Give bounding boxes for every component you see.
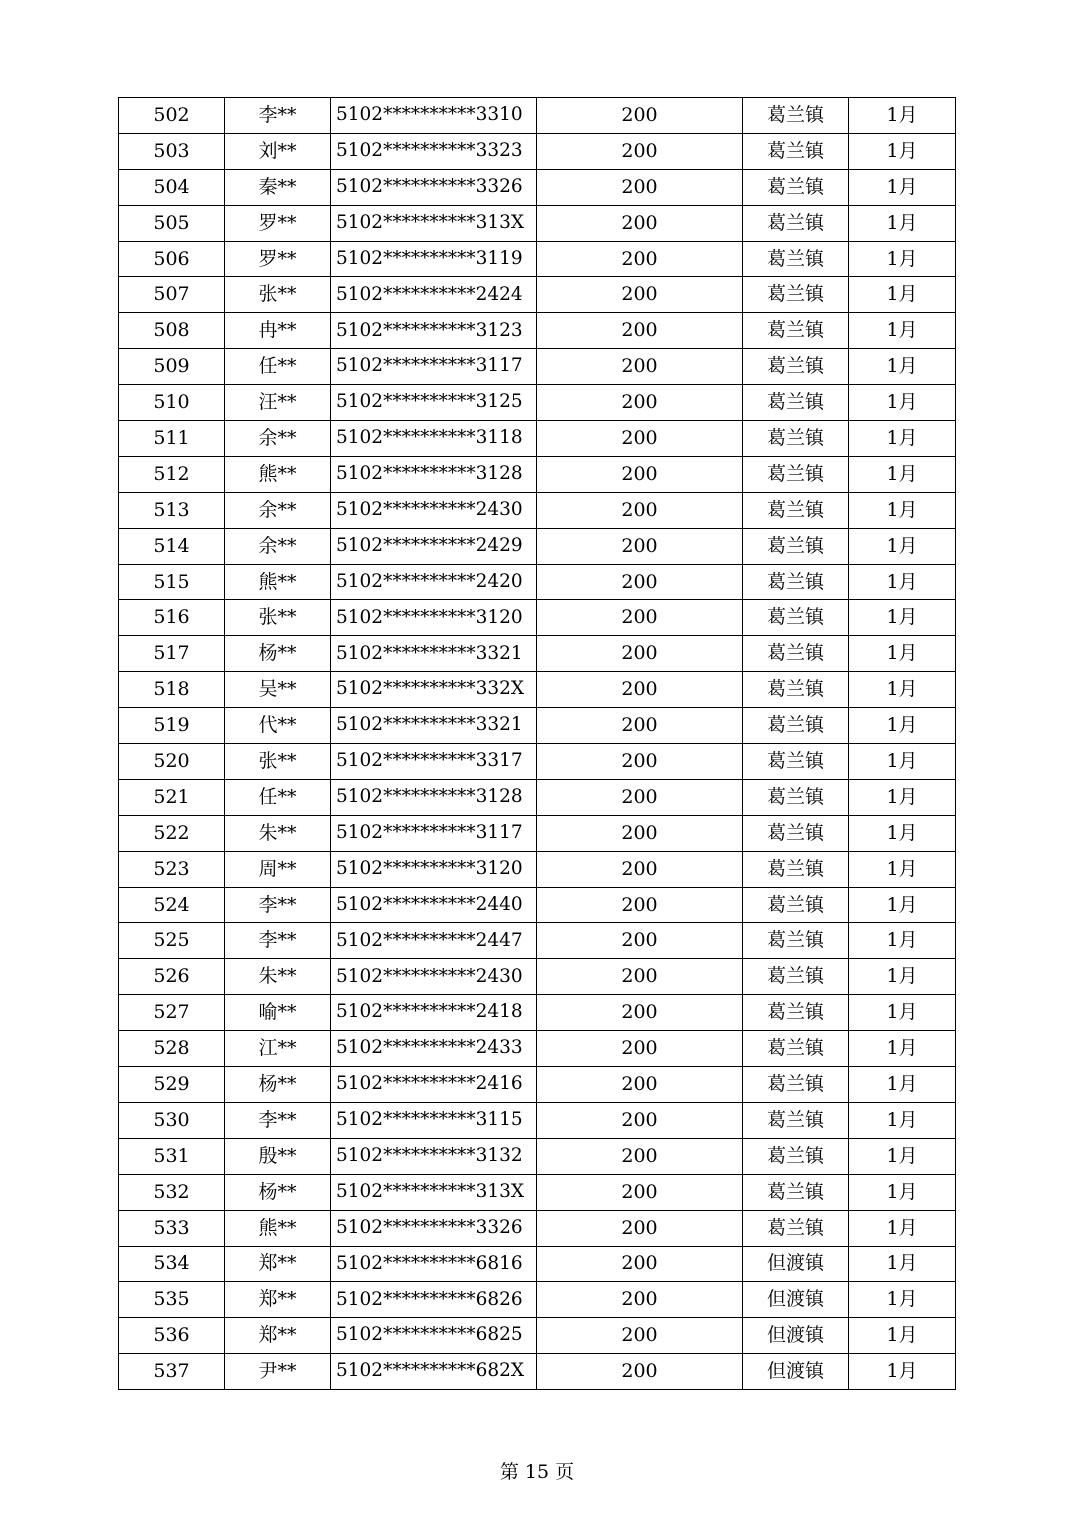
cell-amount: 200 <box>537 1138 743 1174</box>
cell-town: 葛兰镇 <box>743 636 849 672</box>
table-row <box>119 923 956 959</box>
cell-name: 余** <box>225 528 331 564</box>
cell-month: 1月 <box>849 492 956 528</box>
cell-name: 张** <box>225 277 331 313</box>
cell-name: 任** <box>225 779 331 815</box>
cell-month: 1月 <box>849 1354 956 1390</box>
cell-amount: 200 <box>537 349 743 385</box>
table-row <box>119 277 956 313</box>
cell-town: 但渡镇 <box>743 1318 849 1354</box>
cell-town: 葛兰镇 <box>743 1138 849 1174</box>
cell-id-number: 5102**********2430 <box>331 492 537 528</box>
cell-town: 葛兰镇 <box>743 995 849 1031</box>
cell-name: 殷** <box>225 1138 331 1174</box>
cell-month: 1月 <box>849 995 956 1031</box>
cell-number: 529 <box>119 1067 225 1103</box>
cell-id-number: 5102**********2418 <box>331 995 537 1031</box>
table-row <box>119 636 956 672</box>
cell-number: 511 <box>119 421 225 457</box>
cell-town: 葛兰镇 <box>743 815 849 851</box>
cell-number: 524 <box>119 887 225 923</box>
cell-id-number: 5102**********3119 <box>331 241 537 277</box>
cell-number: 520 <box>119 744 225 780</box>
cell-month: 1月 <box>849 1318 956 1354</box>
cell-amount: 200 <box>537 636 743 672</box>
table-row <box>119 456 956 492</box>
table-row <box>119 564 956 600</box>
cell-month: 1月 <box>849 1067 956 1103</box>
cell-number: 503 <box>119 133 225 169</box>
cell-amount: 200 <box>537 1210 743 1246</box>
cell-id-number: 5102**********3326 <box>331 169 537 205</box>
cell-month: 1月 <box>849 385 956 421</box>
cell-month: 1月 <box>849 600 956 636</box>
cell-id-number: 5102**********6825 <box>331 1318 537 1354</box>
cell-amount: 200 <box>537 744 743 780</box>
table-row <box>119 1067 956 1103</box>
cell-id-number: 5102**********313X <box>331 205 537 241</box>
cell-id-number: 5102**********2429 <box>331 528 537 564</box>
cell-amount: 200 <box>537 421 743 457</box>
cell-number: 527 <box>119 995 225 1031</box>
cell-number: 504 <box>119 169 225 205</box>
cell-town: 葛兰镇 <box>743 564 849 600</box>
cell-town: 但渡镇 <box>743 1282 849 1318</box>
table-row <box>119 1282 956 1318</box>
table-row <box>119 851 956 887</box>
cell-id-number: 5102**********3117 <box>331 349 537 385</box>
cell-name: 郑** <box>225 1246 331 1282</box>
table-row <box>119 887 956 923</box>
table-row <box>119 205 956 241</box>
table-row <box>119 744 956 780</box>
cell-month: 1月 <box>849 923 956 959</box>
cell-number: 517 <box>119 636 225 672</box>
table-row <box>119 1246 956 1282</box>
cell-town: 葛兰镇 <box>743 672 849 708</box>
cell-town: 葛兰镇 <box>743 492 849 528</box>
cell-number: 506 <box>119 241 225 277</box>
cell-number: 513 <box>119 492 225 528</box>
cell-amount: 200 <box>537 1067 743 1103</box>
cell-town: 葛兰镇 <box>743 779 849 815</box>
cell-number: 515 <box>119 564 225 600</box>
cell-name: 杨** <box>225 1067 331 1103</box>
cell-amount: 200 <box>537 1174 743 1210</box>
cell-month: 1月 <box>849 1031 956 1067</box>
cell-id-number: 5102**********2430 <box>331 959 537 995</box>
cell-town: 葛兰镇 <box>743 385 849 421</box>
cell-town: 葛兰镇 <box>743 421 849 457</box>
cell-name: 江** <box>225 1031 331 1067</box>
cell-number: 534 <box>119 1246 225 1282</box>
cell-name: 尹** <box>225 1354 331 1390</box>
cell-number: 510 <box>119 385 225 421</box>
cell-amount: 200 <box>537 779 743 815</box>
cell-name: 张** <box>225 744 331 780</box>
cell-id-number: 5102**********6816 <box>331 1246 537 1282</box>
cell-amount: 200 <box>537 1354 743 1390</box>
cell-number: 522 <box>119 815 225 851</box>
cell-name: 熊** <box>225 564 331 600</box>
cell-month: 1月 <box>849 708 956 744</box>
table-row <box>119 1354 956 1390</box>
cell-number: 537 <box>119 1354 225 1390</box>
table-row <box>119 1318 956 1354</box>
cell-number: 502 <box>119 98 225 134</box>
cell-id-number: 5102**********2424 <box>331 277 537 313</box>
cell-town: 葛兰镇 <box>743 277 849 313</box>
table-row <box>119 169 956 205</box>
cell-id-number: 5102**********2440 <box>331 887 537 923</box>
cell-id-number: 5102**********332X <box>331 672 537 708</box>
cell-number: 519 <box>119 708 225 744</box>
table-row <box>119 313 956 349</box>
table-row <box>119 1210 956 1246</box>
cell-amount: 200 <box>537 708 743 744</box>
cell-id-number: 5102**********313X <box>331 1174 537 1210</box>
cell-amount: 200 <box>537 277 743 313</box>
cell-name: 李** <box>225 98 331 134</box>
cell-id-number: 5102**********3123 <box>331 313 537 349</box>
cell-town: 葛兰镇 <box>743 1067 849 1103</box>
cell-id-number: 5102**********2420 <box>331 564 537 600</box>
cell-name: 熊** <box>225 456 331 492</box>
cell-name: 秦** <box>225 169 331 205</box>
cell-month: 1月 <box>849 169 956 205</box>
cell-town: 葛兰镇 <box>743 1174 849 1210</box>
cell-name: 罗** <box>225 241 331 277</box>
table-row <box>119 492 956 528</box>
table-row <box>119 959 956 995</box>
table-row <box>119 672 956 708</box>
cell-name: 朱** <box>225 959 331 995</box>
cell-id-number: 5102**********3321 <box>331 708 537 744</box>
cell-number: 530 <box>119 1102 225 1138</box>
cell-number: 533 <box>119 1210 225 1246</box>
cell-name: 李** <box>225 923 331 959</box>
cell-name: 吴** <box>225 672 331 708</box>
cell-id-number: 5102**********3128 <box>331 779 537 815</box>
cell-month: 1月 <box>849 241 956 277</box>
cell-id-number: 5102**********2447 <box>331 923 537 959</box>
cell-id-number: 5102**********3321 <box>331 636 537 672</box>
cell-month: 1月 <box>849 313 956 349</box>
cell-town: 葛兰镇 <box>743 241 849 277</box>
cell-amount: 200 <box>537 564 743 600</box>
cell-amount: 200 <box>537 815 743 851</box>
table-row <box>119 1102 956 1138</box>
cell-number: 512 <box>119 456 225 492</box>
cell-name: 郑** <box>225 1282 331 1318</box>
cell-id-number: 5102**********3115 <box>331 1102 537 1138</box>
roster-table <box>118 97 956 1390</box>
cell-amount: 200 <box>537 995 743 1031</box>
cell-amount: 200 <box>537 313 743 349</box>
cell-town: 葛兰镇 <box>743 851 849 887</box>
cell-id-number: 5102**********3125 <box>331 385 537 421</box>
cell-name: 张** <box>225 600 331 636</box>
cell-month: 1月 <box>849 133 956 169</box>
cell-month: 1月 <box>849 1246 956 1282</box>
cell-amount: 200 <box>537 1282 743 1318</box>
cell-town: 葛兰镇 <box>743 1210 849 1246</box>
cell-id-number: 5102**********6826 <box>331 1282 537 1318</box>
cell-month: 1月 <box>849 815 956 851</box>
cell-town: 但渡镇 <box>743 1246 849 1282</box>
cell-town: 葛兰镇 <box>743 600 849 636</box>
cell-number: 525 <box>119 923 225 959</box>
cell-town: 葛兰镇 <box>743 923 849 959</box>
cell-name: 刘** <box>225 133 331 169</box>
cell-town: 葛兰镇 <box>743 205 849 241</box>
cell-number: 531 <box>119 1138 225 1174</box>
cell-number: 507 <box>119 277 225 313</box>
cell-id-number: 5102**********3310 <box>331 98 537 134</box>
cell-name: 李** <box>225 1102 331 1138</box>
cell-amount: 200 <box>537 959 743 995</box>
cell-month: 1月 <box>849 959 956 995</box>
cell-town: 葛兰镇 <box>743 959 849 995</box>
cell-number: 518 <box>119 672 225 708</box>
cell-month: 1月 <box>849 205 956 241</box>
cell-amount: 200 <box>537 923 743 959</box>
cell-month: 1月 <box>849 672 956 708</box>
table-row <box>119 600 956 636</box>
cell-id-number: 5102**********3120 <box>331 851 537 887</box>
cell-amount: 200 <box>537 887 743 923</box>
cell-id-number: 5102**********3118 <box>331 421 537 457</box>
cell-amount: 200 <box>537 492 743 528</box>
table-row <box>119 779 956 815</box>
cell-town: 葛兰镇 <box>743 1102 849 1138</box>
cell-amount: 200 <box>537 528 743 564</box>
cell-id-number: 5102**********3326 <box>331 1210 537 1246</box>
cell-amount: 200 <box>537 205 743 241</box>
table-row <box>119 1138 956 1174</box>
page-number: 第 15 页 <box>499 1461 575 1483</box>
cell-number: 528 <box>119 1031 225 1067</box>
cell-month: 1月 <box>849 1174 956 1210</box>
table-row <box>119 98 956 134</box>
cell-town: 葛兰镇 <box>743 349 849 385</box>
cell-name: 朱** <box>225 815 331 851</box>
cell-town: 葛兰镇 <box>743 708 849 744</box>
cell-town: 葛兰镇 <box>743 456 849 492</box>
cell-number: 523 <box>119 851 225 887</box>
cell-id-number: 5102**********3317 <box>331 744 537 780</box>
cell-amount: 200 <box>537 133 743 169</box>
cell-amount: 200 <box>537 600 743 636</box>
cell-number: 509 <box>119 349 225 385</box>
cell-name: 周** <box>225 851 331 887</box>
cell-name: 杨** <box>225 636 331 672</box>
cell-number: 536 <box>119 1318 225 1354</box>
cell-id-number: 5102**********2433 <box>331 1031 537 1067</box>
cell-month: 1月 <box>849 98 956 134</box>
table-row <box>119 421 956 457</box>
cell-number: 521 <box>119 779 225 815</box>
cell-town: 葛兰镇 <box>743 98 849 134</box>
cell-town: 葛兰镇 <box>743 744 849 780</box>
table-row <box>119 133 956 169</box>
cell-number: 514 <box>119 528 225 564</box>
table-row <box>119 385 956 421</box>
cell-town: 葛兰镇 <box>743 528 849 564</box>
cell-amount: 200 <box>537 98 743 134</box>
table-row <box>119 815 956 851</box>
cell-amount: 200 <box>537 385 743 421</box>
cell-id-number: 5102**********2416 <box>331 1067 537 1103</box>
cell-town: 葛兰镇 <box>743 887 849 923</box>
cell-month: 1月 <box>849 528 956 564</box>
cell-number: 532 <box>119 1174 225 1210</box>
cell-name: 余** <box>225 421 331 457</box>
cell-number: 505 <box>119 205 225 241</box>
cell-name: 余** <box>225 492 331 528</box>
table-row <box>119 1031 956 1067</box>
cell-name: 代** <box>225 708 331 744</box>
table-row <box>119 528 956 564</box>
table-row <box>119 708 956 744</box>
cell-month: 1月 <box>849 779 956 815</box>
cell-town: 但渡镇 <box>743 1354 849 1390</box>
cell-month: 1月 <box>849 421 956 457</box>
cell-amount: 200 <box>537 241 743 277</box>
cell-town: 葛兰镇 <box>743 133 849 169</box>
cell-name: 罗** <box>225 205 331 241</box>
cell-town: 葛兰镇 <box>743 313 849 349</box>
cell-month: 1月 <box>849 636 956 672</box>
cell-amount: 200 <box>537 672 743 708</box>
cell-town: 葛兰镇 <box>743 1031 849 1067</box>
cell-id-number: 5102**********682X <box>331 1354 537 1390</box>
cell-amount: 200 <box>537 1031 743 1067</box>
cell-name: 郑** <box>225 1318 331 1354</box>
cell-name: 熊** <box>225 1210 331 1246</box>
cell-amount: 200 <box>537 169 743 205</box>
cell-name: 喻** <box>225 995 331 1031</box>
cell-month: 1月 <box>849 1138 956 1174</box>
cell-month: 1月 <box>849 887 956 923</box>
cell-amount: 200 <box>537 1102 743 1138</box>
cell-number: 535 <box>119 1282 225 1318</box>
cell-id-number: 5102**********3323 <box>331 133 537 169</box>
cell-month: 1月 <box>849 851 956 887</box>
cell-month: 1月 <box>849 349 956 385</box>
cell-month: 1月 <box>849 1210 956 1246</box>
cell-name: 冉** <box>225 313 331 349</box>
table-body <box>119 98 956 1390</box>
cell-amount: 200 <box>537 456 743 492</box>
cell-amount: 200 <box>537 1246 743 1282</box>
table-row <box>119 1174 956 1210</box>
table-row <box>119 349 956 385</box>
cell-id-number: 5102**********3128 <box>331 456 537 492</box>
cell-month: 1月 <box>849 277 956 313</box>
cell-name: 李** <box>225 887 331 923</box>
cell-name: 任** <box>225 349 331 385</box>
cell-id-number: 5102**********3117 <box>331 815 537 851</box>
cell-number: 508 <box>119 313 225 349</box>
cell-id-number: 5102**********3132 <box>331 1138 537 1174</box>
cell-month: 1月 <box>849 564 956 600</box>
cell-month: 1月 <box>849 1102 956 1138</box>
cell-id-number: 5102**********3120 <box>331 600 537 636</box>
cell-number: 526 <box>119 959 225 995</box>
table-row <box>119 241 956 277</box>
cell-town: 葛兰镇 <box>743 169 849 205</box>
cell-number: 516 <box>119 600 225 636</box>
cell-month: 1月 <box>849 456 956 492</box>
cell-month: 1月 <box>849 1282 956 1318</box>
cell-amount: 200 <box>537 851 743 887</box>
table-row <box>119 995 956 1031</box>
cell-month: 1月 <box>849 744 956 780</box>
cell-name: 杨** <box>225 1174 331 1210</box>
cell-name: 汪** <box>225 385 331 421</box>
cell-amount: 200 <box>537 1318 743 1354</box>
